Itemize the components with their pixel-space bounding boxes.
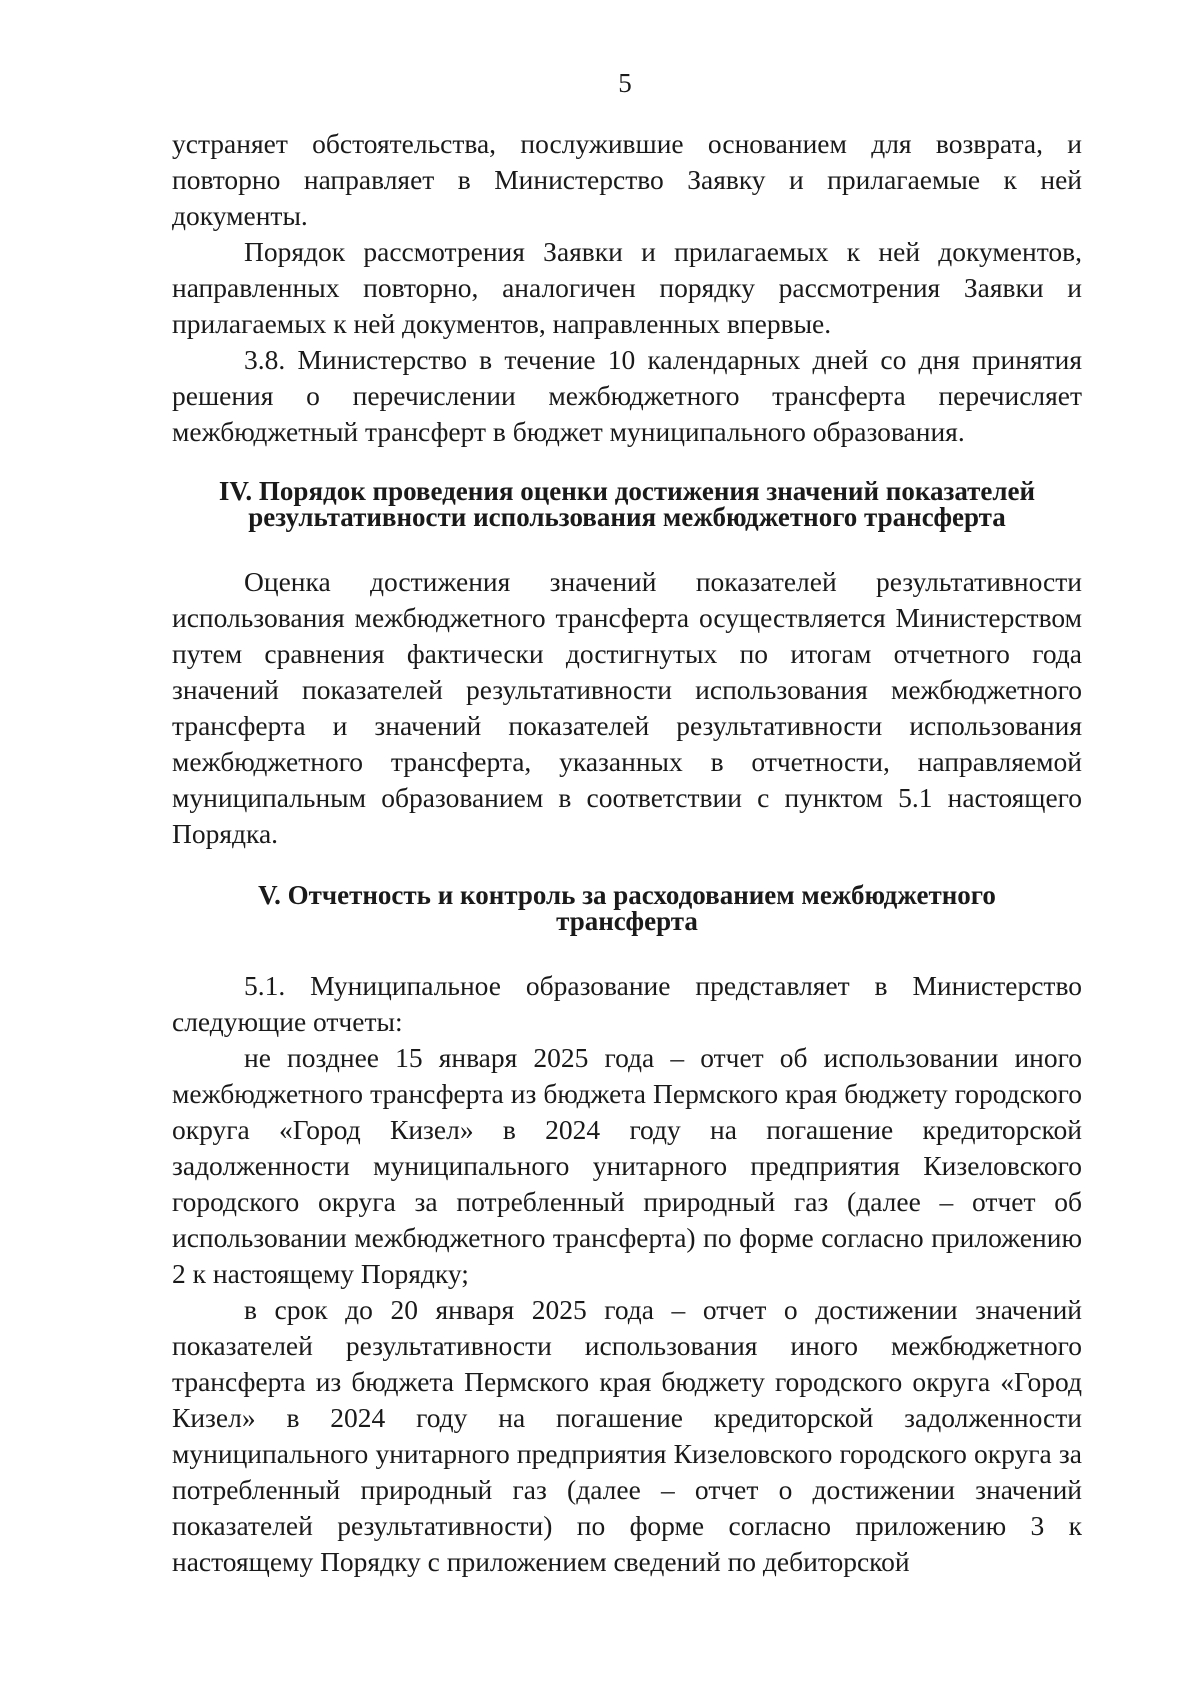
paragraph-report-indicators: в срок до 20 января 2025 года – отчет о достижении значений показателей результативности использования иного межбюджетного трансферта из бюджета Пермского края бюджету городского округа «Город Кизел» в 2024 году на погашение кредиторской задолженности муниципального унитарного предприятия Кизеловского городского округа за потребленный природный газ (далее – отчет о достижении значений показателей результативности) по форме согласно приложению 3 к настоящему Порядку с приложением сведений по дебиторской — [172, 1294, 1082, 1577]
section-5-heading — [172, 882, 1082, 934]
paragraph-review-procedure: Порядок рассмотрения Заявки и прилагаемых к ней документов, направленных повторно, аналогичен порядку рассмотрения Заявки и прилагаемых к ней документов, направленных впервые. — [172, 236, 1082, 339]
section-4-paragraph: Оценка достижения значений показателей результативности использования межбюджетного трансферта осуществляется Министерством путем сравнения фактически достигнутых по итогам отчетного года значений показателей результативности использования межбюджетного трансферта и значений показателей результативности использования межбюджетного трансферта, указанных в отчетности, направляемой муниципальным образованием в соответствии с пунктом 5.1 настоящего Порядка. — [172, 566, 1082, 849]
paragraph-continuation: устраняет обстоятельства, послужившие основанием для возврата, и повторно направляет в Министерство Заявку и прилагаемые к ней документы. — [172, 128, 1082, 231]
paragraph-report-usage: не позднее 15 января 2025 года – отчет об использовании иного межбюджетного трансферта из бюджета Пермского края бюджету городского округа «Город Кизел» в 2024 году на погашение кредиторской задолженности муниципального унитарного предприятия Кизеловского городского округа за потребленный природный газ (далее – отчет об использовании межбюджетного трансферта) по форме согласно приложению 2 к настоящему Порядку; — [172, 1042, 1082, 1289]
section-5-heading-line-1: V. Отчетность и контроль за расходованием межбюджетного — [258, 880, 996, 910]
section-4-heading — [172, 478, 1082, 530]
paragraph-3-8: 3.8. Министерство в течение 10 календарных дней со дня принятия решения о перечислении межбюджетного трансферта перечисляет межбюджетный трансферт в бюджет муниципального образования. — [172, 344, 1082, 447]
section-5-heading-line-2: трансферта — [556, 906, 698, 936]
paragraph-5-1: 5.1. Муниципальное образование представляет в Министерство следующие отчеты: — [172, 970, 1082, 1037]
document-body — [172, 126, 1082, 1580]
page-number: 5 — [618, 68, 632, 98]
section-4-heading-line-1: IV. Порядок проведения оценки достижения значений показателей — [218, 476, 1036, 506]
section-4-heading-line-2: результативности использования межбюджетного трансферта — [248, 502, 1006, 532]
